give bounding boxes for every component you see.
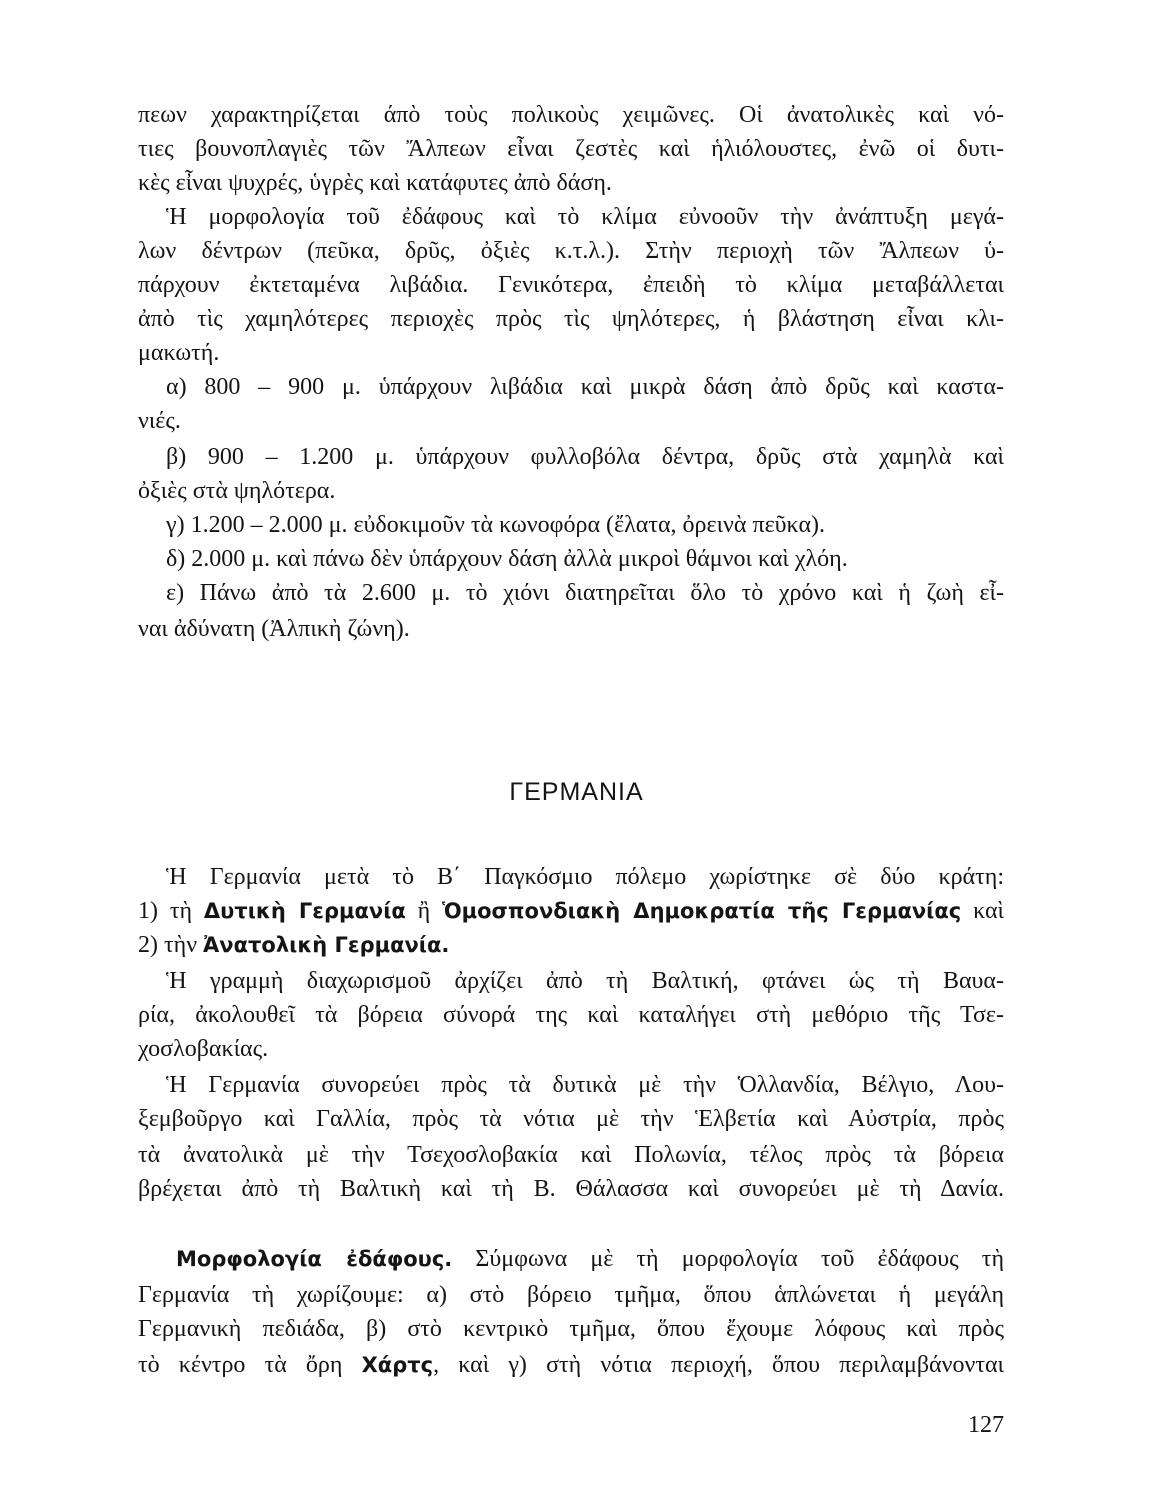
- text-line: [138, 1348, 1004, 1382]
- text-line: [138, 928, 1004, 962]
- text-line: κὲς εἶναι ψυχρές, ὑγρὲς καὶ κατάφυτες ἀπὸ δάση.: [138, 170, 612, 196]
- paragraph-start: Ἡ Γερμανία μετὰ τὸ Β΄ Παγκόσμιο πόλεμο χωρίστηκε σὲ δύο κράτη:: [166, 864, 1004, 890]
- text-run: , καὶ γ) στὴ νότια περιοχή, ὅπου περιλαμβάνονται: [433, 1352, 1004, 1378]
- text-run: καὶ: [961, 898, 1005, 924]
- paragraph-start: Ἡ Γερμανία συνορεύει πρὸς τὰ δυτικὰ μὲ τὴν Ὁλλανδία, Βέλγιο, Λου-: [166, 1072, 1004, 1098]
- text-line: ρία, ἀκολουθεῖ τὰ βόρεια σύνορά της καὶ καταλήγει στὴ μεθόριο τῆς Τσε-: [138, 1002, 1004, 1028]
- paragraph-start: Ἡ γραμμὴ διαχωρισμοῦ ἀρχίζει ἀπὸ τὴ Βαλτική, φτάνει ὡς τὴ Βαυα-: [166, 968, 1004, 994]
- text-line: τιες βουνοπλαγιὲς τῶν Ἄλπεων εἶναι ζεστὲς καὶ ἡλιόλουστες, ἐνῶ οἱ δυτι-: [138, 136, 1004, 162]
- bold-term: Δυτικὴ Γερμανία: [203, 899, 406, 923]
- text-line: ξεμβοῦργο καὶ Γαλλία, πρὸς τὰ νότια μὲ τὴν Ἑλβετία καὶ Αὐστρία, πρὸς: [138, 1106, 1004, 1132]
- bold-term: Χάρτς: [361, 1353, 434, 1377]
- list-item-e: ε) Πάνω ἀπὸ τὰ 2.600 μ. τὸ χιόνι διατηρεῖται ὅλο τὸ χρόνο καὶ ἡ ζωὴ εἶ-: [166, 580, 1004, 606]
- text-line: μακωτή.: [138, 340, 220, 366]
- text-run: 1) τὴ: [138, 898, 204, 924]
- text-line: βρέχεται ἀπὸ τὴ Βαλτικὴ καὶ τὴ Β. Θάλασσα καὶ συνορεύει μὲ τὴ Δανία.: [138, 1176, 1004, 1202]
- text-line: ἀπὸ τὶς χαμηλότερες περιοχὲς πρὸς τὶς ψηλότερες, ἡ βλάστηση εἶναι κλι-: [138, 306, 1004, 332]
- list-item-c: γ) 1.200 – 2.000 μ. εὐδοκιμοῦν τὰ κωνοφόρα (ἔλατα, ὀρεινὰ πεῦκα).: [166, 512, 826, 538]
- text-line: ὀξιὲς στὰ ψηλότερα.: [138, 478, 336, 504]
- list-item-d: δ) 2.000 μ. καὶ πάνω δὲν ὑπάρχουν δάση ἀλλὰ μικροὶ θάμνοι καὶ χλόη.: [166, 546, 848, 572]
- text-run: Σύμφωνα μὲ τὴ μορφολογία τοῦ ἐδάφους τὴ: [452, 1246, 1004, 1272]
- paragraph-start: Ἡ μορφολογία τοῦ ἐδάφους καὶ τὸ κλίμα εὐνοοῦν τὴν ἀνάπτυξη μεγά-: [166, 204, 1004, 230]
- bold-subheading: Μορφολογία ἐδάφους.: [176, 1247, 453, 1271]
- text-line: χοσλοβακίας.: [138, 1036, 269, 1062]
- text-line: [138, 894, 1004, 928]
- text-line: πεων χαρακτηρίζεται άπὸ τοὺς πολικοὺς χειμῶνες. Οἱ ἀνατολικὲς καὶ νό-: [138, 102, 1004, 128]
- text-line: Γερμανικὴ πεδιάδα, β) στὸ κεντρικὸ τμῆμα, ὅπου ἔχουμε λόφους καὶ πρὸς: [138, 1316, 1004, 1342]
- text-run: ἢ: [405, 898, 443, 924]
- text-run: τὸ κέντρο τὰ ὄρη: [138, 1352, 362, 1378]
- bold-term: Ὁμοσπονδιακὴ Δημοκρατία τῆς Γερμανίας: [442, 899, 962, 923]
- list-item-a: α) 800 – 900 μ. ὑπάρχουν λιβάδια καὶ μικρὰ δάση ἀπὸ δρῦς καὶ καστα-: [166, 374, 1004, 400]
- page-number: 127: [968, 1412, 1004, 1438]
- text-line: πάρχουν ἐκτεταμένα λιβάδια. Γενικότερα, ἐπειδὴ τὸ κλίμα μεταβάλλεται: [138, 272, 1004, 298]
- paragraph-start: [176, 1242, 1004, 1276]
- text-line: νιές.: [138, 408, 181, 434]
- bold-term: Ἀνατολικὴ Γερμανία.: [203, 933, 450, 957]
- text-line: λων δέντρων (πεῦκα, δρῦς, ὀξιὲς κ.τ.λ.). Στὴν περιοχὴ τῶν Ἄλπεων ὑ-: [138, 238, 1004, 264]
- text-line: τὰ ἀνατολικὰ μὲ τὴν Τσεχοσλοβακία καὶ Πολωνία, τέλος πρὸς τὰ βόρεια: [138, 1142, 1004, 1168]
- section-heading: ΓΕΡΜΑΝΙΑ: [509, 778, 644, 806]
- list-item-b: β) 900 – 1.200 μ. ὑπάρχουν φυλλοβόλα δέντρα, δρῦς στὰ χαμηλὰ καὶ: [166, 444, 1004, 470]
- text-run: 2) τὴν: [138, 932, 204, 958]
- text-line: Γερμανία τὴ χωρίζουμε: α) στὸ βόρειο τμῆμα, ὅπου ἁπλώνεται ἡ μεγάλη: [138, 1282, 1004, 1308]
- text-line: ναι ἀδύνατη (Ἀλπικὴ ζώνη).: [138, 616, 410, 642]
